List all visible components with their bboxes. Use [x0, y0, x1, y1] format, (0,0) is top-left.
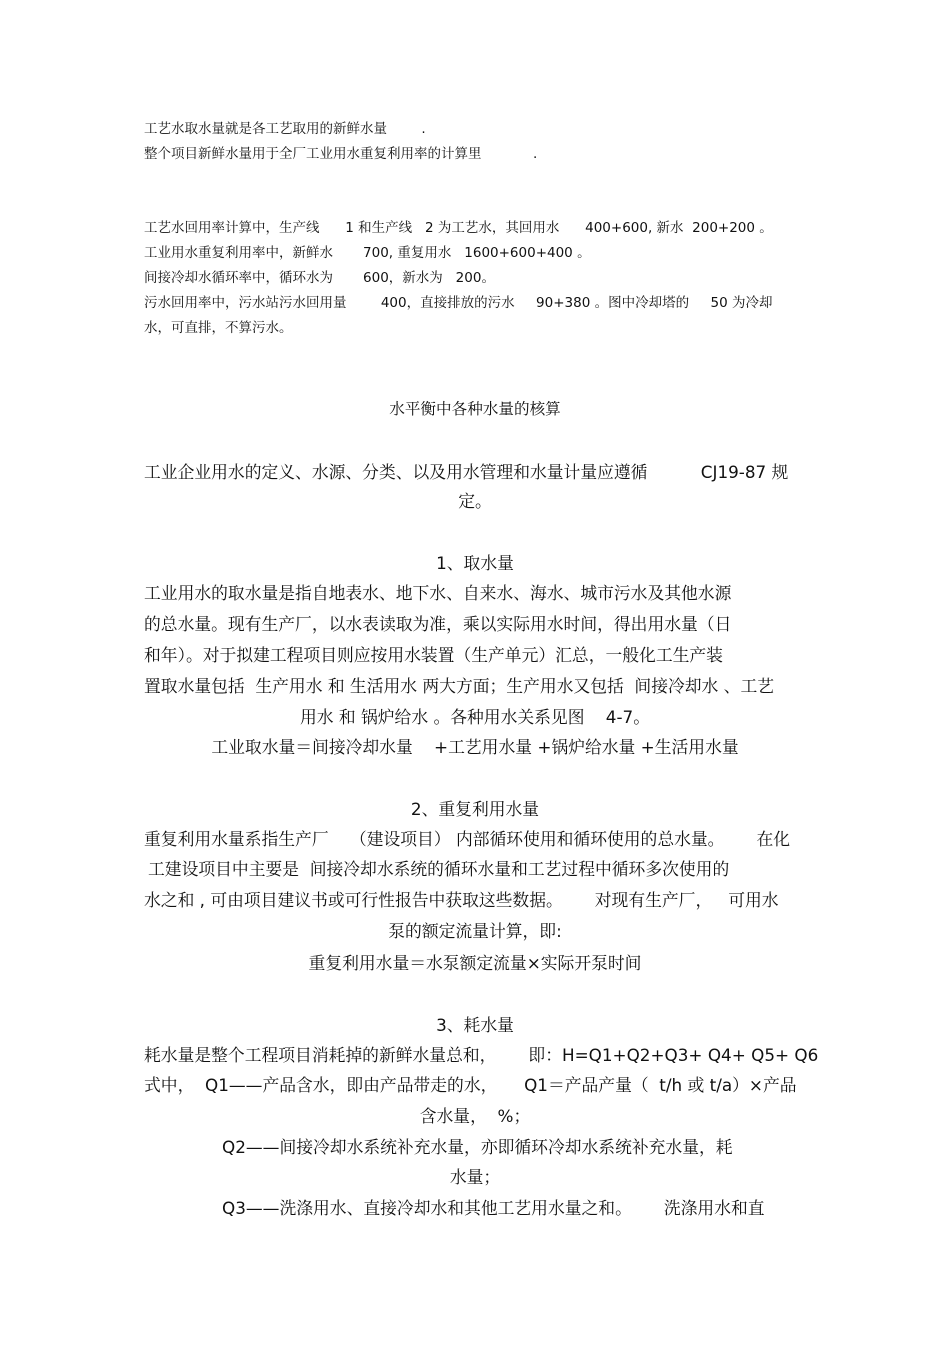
document-title: 水平衡中各种水量的核算: [389, 400, 561, 418]
section-1-line: 工业用水的取水量是指自地表水、地下水、自来水、海水、城市污水及其他水源: [144, 583, 732, 603]
section-3-line: 耗水量是整个工程项目消耗掉的新鲜水量总和， 即：H=Q1+Q2+Q3+ Q4+ Q5+ Q6: [144, 1045, 819, 1065]
section-1-line: 的总水量。现有生产厂，以水表读取为准，乘以实际用水时间，得出用水量（日: [144, 614, 732, 634]
section-1-line: 用水 和 锅炉给水 。各种用水关系见图 4-7。: [299, 707, 651, 727]
section-3-line: Q3——洗涤用水、直接冷却水和其他工艺用水量之和。 洗涤用水和直: [222, 1198, 765, 1218]
section-2-line: 水之和 , 可由项目建议书或可行性报告中获取这些数据。 对现有生产厂， 可用水: [144, 890, 779, 910]
section-1-formula: 工业取水量＝间接冷却水量 +工艺用水量 +锅炉给水量 +生活用水量: [211, 737, 739, 757]
section-2-line: 重复利用水量系指生产厂 （建设项目） 内部循环使用和循环使用的总水量。 在化: [144, 829, 791, 849]
note-line: 间接冷却水循环率中，循环水为 600，新水为 200。: [144, 270, 495, 286]
note-line: 工艺水回用率计算中，生产线 1 和生产线 2 为工艺水，其回用水 400+600, 新水 200+200 。: [144, 220, 773, 236]
section-3-line: Q2——间接冷却水系统补充水量，亦即循环冷却水系统补充水量，耗: [222, 1137, 733, 1157]
note-line: 工业用水重复利用率中，新鲜水 700, 重复用水 1600+600+400 。: [144, 245, 591, 261]
section-3-line: 含水量， %；: [419, 1106, 531, 1126]
section-1-line: 和年）。对于拟建工程项目则应按用水装置（生产单元）汇总，一般化工生产装: [144, 645, 723, 665]
note-line: 污水回用率中，污水站污水回用量 400，直接排放的污水 90+380 。图中冷却塔的 50 为冷却: [144, 295, 773, 311]
section-2-formula: 重复利用水量＝水泵额定流量×实际开泵时间: [308, 953, 642, 973]
note-line: 水，可直排，不算污水。: [144, 320, 293, 336]
section-3-heading: 3、耗水量: [436, 1015, 514, 1035]
intro-line-1: 工艺水取水量就是各工艺取用的新鲜水量 .: [144, 121, 426, 137]
preface-line-2: 定。: [458, 491, 492, 511]
section-2-line: 工建设项目中主要是 间接冷却水系统的循环水量和工艺过程中循环多次使用的: [148, 859, 730, 879]
intro-line-2: 整个项目新鲜水量用于全厂工业用水重复利用率的计算里 .: [144, 146, 538, 162]
section-1-heading: 1、取水量: [436, 553, 514, 573]
preface-line-1: 工业企业用水的定义、水源、分类、以及用水管理和水量计量应遵循 CJ19-87 规: [144, 462, 789, 482]
section-2-line: 泵的额定流量计算，即:: [388, 921, 562, 941]
section-3-line: 水量；: [449, 1167, 501, 1187]
section-3-line: 式中， Q1——产品含水，即由产品带走的水， Q1＝产品产量（ t/h 或 t/a）×产品: [144, 1075, 797, 1095]
section-2-heading: 2、重复利用水量: [410, 799, 540, 819]
section-1-line: 置取水量包括 生产用水 和 生活用水 两大方面；生产用水又包括 间接冷却水 、工艺: [144, 676, 775, 696]
